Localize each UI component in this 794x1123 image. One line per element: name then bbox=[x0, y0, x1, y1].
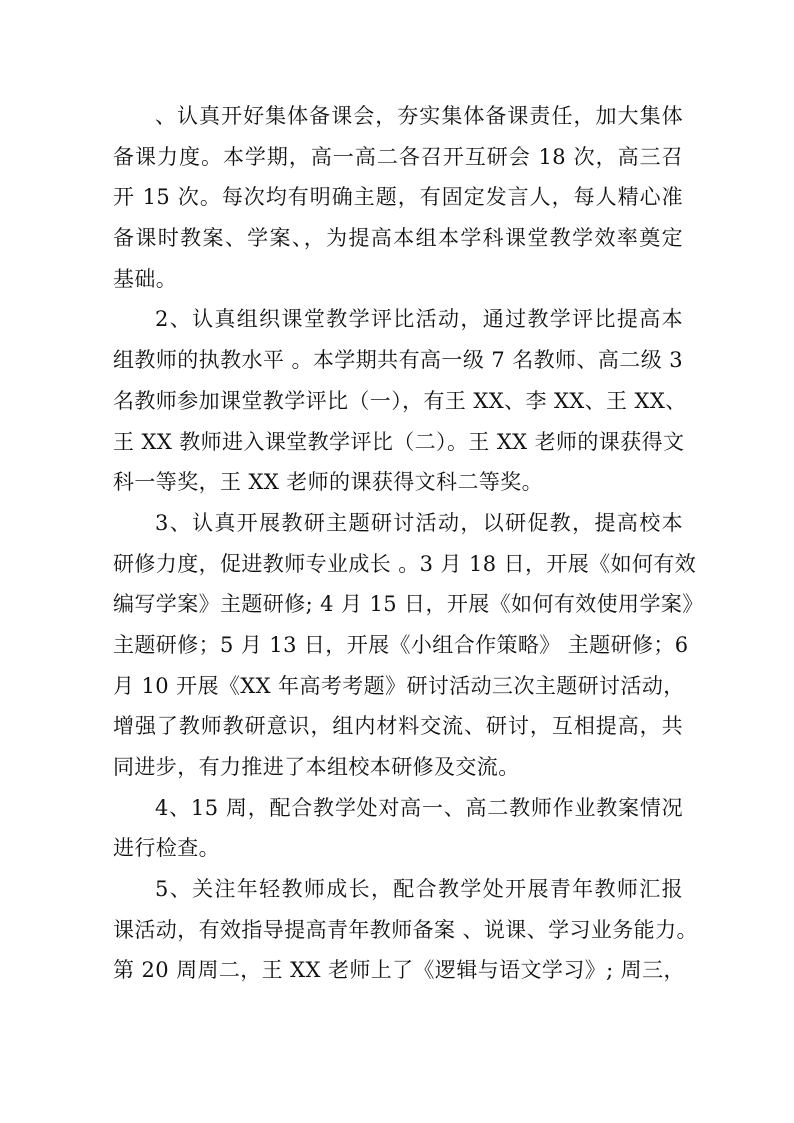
text-line: 4、15 周，配合教学处对高一、高二教师作业教案情况 bbox=[155, 795, 683, 820]
text-line: 同进步，有力推进了本组校本研修及交流。 bbox=[113, 755, 520, 779]
text-line: 备课力度。本学期，高一高二各召开互研会 18 次，高三召 bbox=[113, 144, 683, 169]
text-line: 研修力度，促进教师专业成长 。3 月 18 日，开展《如何有效 bbox=[113, 551, 697, 576]
text-line: 科一等奖，王 XX 老师的课获得文科二等奖。 bbox=[113, 470, 544, 495]
text-line: 名教师参加课堂教学评比（一），有王 XX、李 XX、王 XX、 bbox=[113, 388, 687, 413]
text-line: 5、关注年轻教师成长，配合教学处开展青年教师汇报 bbox=[155, 877, 683, 902]
text-line: 3、认真开展教研主题研讨活动，以研促教，提高校本 bbox=[155, 510, 683, 535]
text-line: 第 20 周周二，王 XX 老师上了《逻辑与语文学习》; 周三， bbox=[113, 958, 685, 983]
text-line: 开 15 次。每次均有明确主题，有固定发言人，每人精心准 bbox=[113, 185, 683, 210]
text-line: 备课时教案、学案、，为提高本组本学科课堂教学效率奠定 bbox=[113, 226, 683, 251]
document-body bbox=[113, 96, 704, 991]
text-line: 基础。 bbox=[113, 266, 178, 291]
text-line: 编写学案》主题研修; 4 月 15 日，开展《如何有效使用学案》 bbox=[113, 592, 704, 617]
text-line: 2、认真组织课堂教学评比活动，通过教学评比提高本 bbox=[155, 307, 683, 332]
text-line: 组教师的执教水平 。本学期共有高一级 7 名教师、高二级 3 bbox=[113, 348, 683, 373]
text-line: 主题研修；5 月 13 日，开展《小组合作策略》 主题研修；6 bbox=[113, 632, 689, 657]
text-line: 、认真开好集体备课会，夯实集体备课责任，加大集体 bbox=[155, 104, 683, 128]
text-line: 王 XX 教师进入课堂教学评比（二）。王 XX 老师的课获得文 bbox=[113, 429, 685, 454]
text-line: 月 10 开展《XX 年高考考题》研讨活动三次主题研讨活动， bbox=[113, 673, 685, 698]
text-line: 课活动，有效指导提高青年教师备案 、说课、学习业务能力。 bbox=[113, 917, 698, 942]
text-line: 增强了教师教研意识，组内材料交流、研讨，互相提高，共 bbox=[113, 714, 683, 739]
text-line: 进行检查。 bbox=[113, 836, 220, 861]
